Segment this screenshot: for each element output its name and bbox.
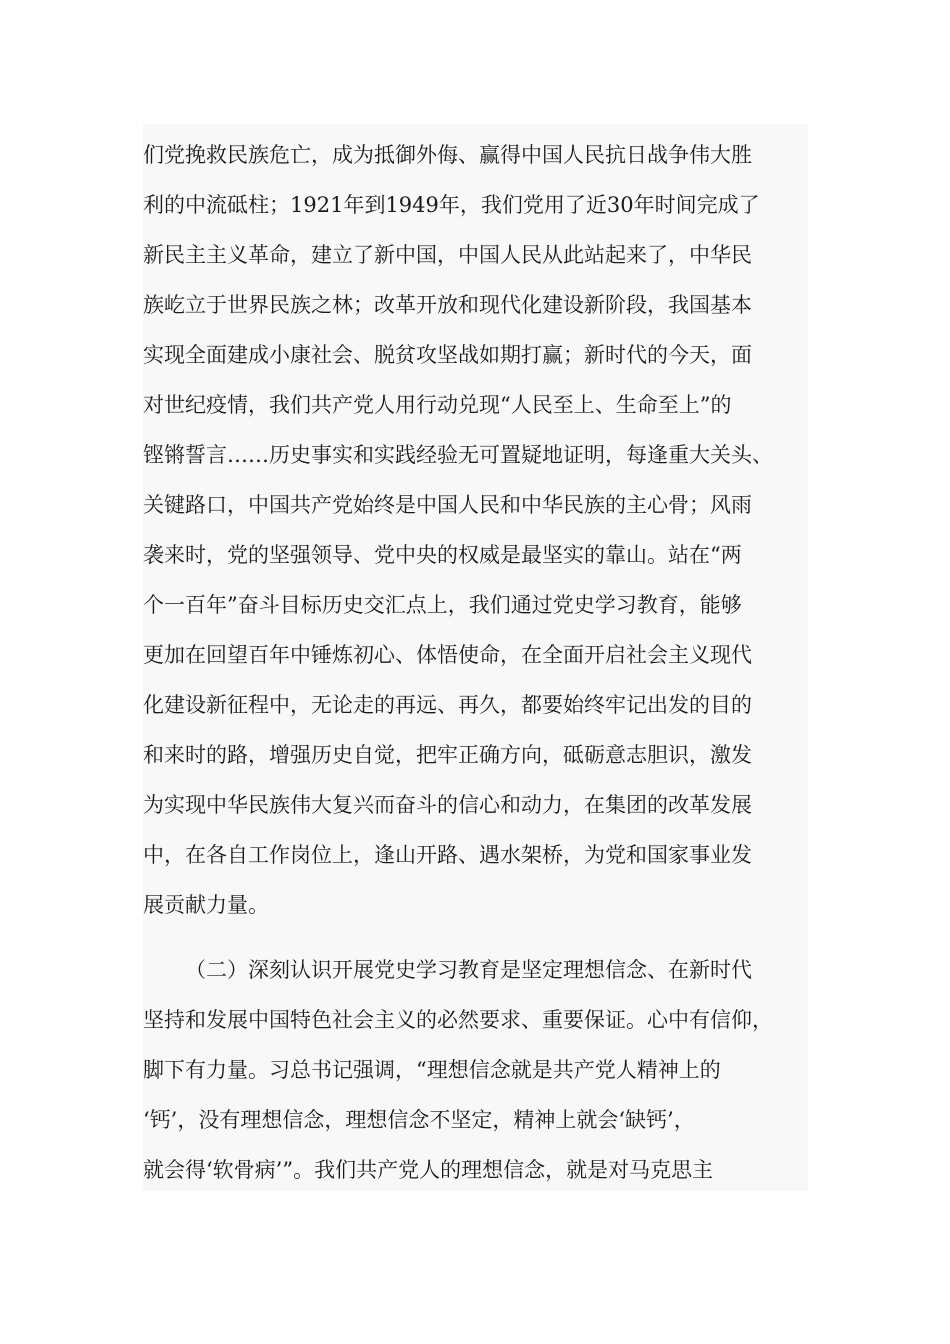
text-line: 利的中流砥柱；1921年到1949年，我们党用了近30年时间完成了 xyxy=(143,193,760,217)
text-line: 脚下有力量。习总书记强调，“理想信念就是共产党人精神上的 xyxy=(143,1058,721,1082)
paragraph-2 xyxy=(143,945,773,1195)
text-line: 铿锵誓言……历史事实和实践经验无可置疑地证明，每逢重大关头、 xyxy=(143,443,773,467)
text-line: 对世纪疫情，我们共产党人用行动兑现“人民至上、生命至上”的 xyxy=(143,393,732,417)
text-line: 族屹立于世界民族之林；改革开放和现代化建设新阶段，我国基本 xyxy=(143,293,752,317)
text-line: （二）深刻认识开展党史学习教育是坚定理想信念、在新时代 xyxy=(185,958,752,982)
text-line: 和来时的路，增强历史自觉，把牢正确方向，砥砺意志胆识，激发 xyxy=(143,743,752,767)
text-line: 为实现中华民族伟大复兴而奋斗的信心和动力，在集团的改革发展 xyxy=(143,793,752,817)
text-line: 关键路口，中国共产党始终是中国人民和中华民族的主心骨；风雨 xyxy=(143,493,752,517)
text-line: 袭来时，党的坚强领导、党中央的权威是最坚实的靠山。站在“两 xyxy=(143,543,742,567)
text-line: 化建设新征程中，无论走的再远、再久，都要始终牢记出发的目的 xyxy=(143,693,752,717)
text-line: 更加在回望百年中锤炼初心、体悟使命，在全面开启社会主义现代 xyxy=(143,643,752,667)
text-line: 坚持和发展中国特色社会主义的必然要求、重要保证。心中有信仰， xyxy=(143,1008,773,1032)
text-line: 新民主主义革命，建立了新中国，中国人民从此站起来了，中华民 xyxy=(143,243,752,267)
text-line: 展贡献力量。 xyxy=(143,893,269,917)
text-line: 们党挽救民族危亡，成为抵御外侮、赢得中国人民抗日战争伟大胜 xyxy=(143,143,752,167)
paragraph-1 xyxy=(143,130,773,930)
text-line: ‘钙’，没有理想信念，理想信念不坚定，精神上就会‘缺钙’， xyxy=(143,1108,695,1132)
text-line: 中，在各自工作岗位上，逢山开路、遇水架桥，为党和国家事业发 xyxy=(143,843,752,867)
text-line: 就会得‘软骨病’”。我们共产党人的理想信念，就是对马克思主 xyxy=(143,1158,714,1182)
text-line: 实现全面建成小康社会、脱贫攻坚战如期打赢；新时代的今天，面 xyxy=(143,343,752,367)
text-line: 个一百年”奋斗目标历史交汇点上，我们通过党史学习教育，能够 xyxy=(143,593,742,617)
text-block xyxy=(143,124,808,1191)
